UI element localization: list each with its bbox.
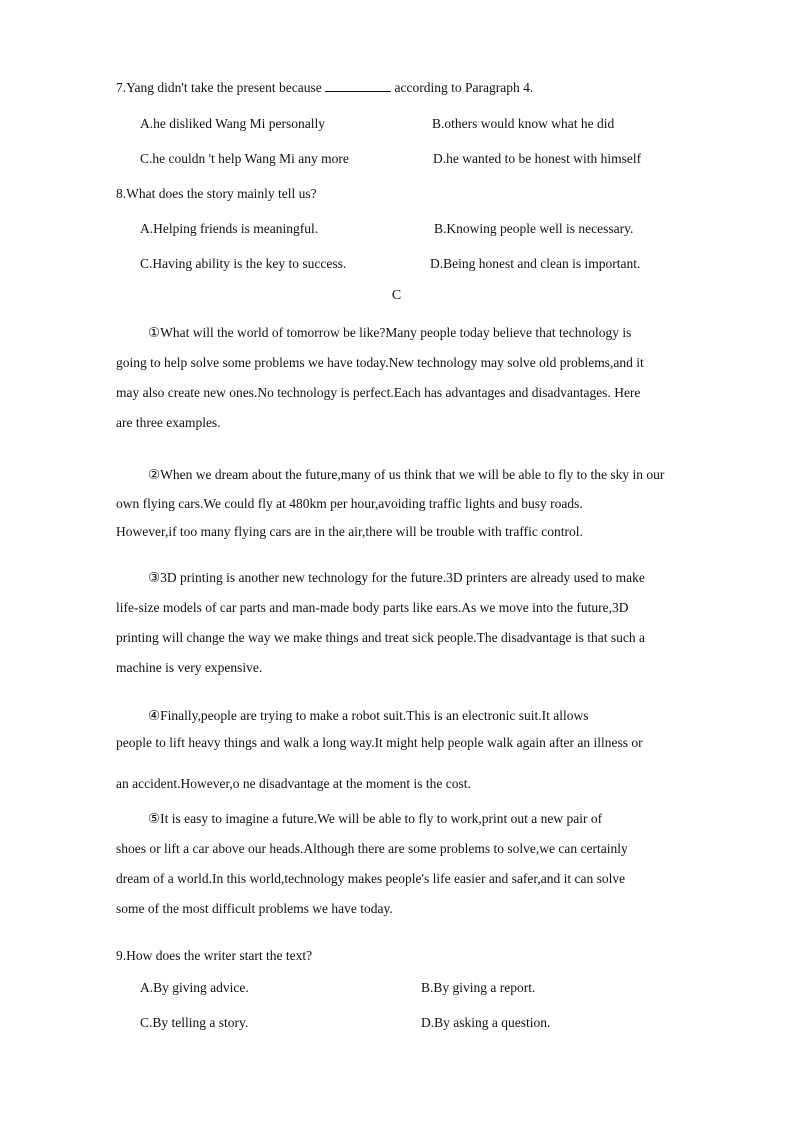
- question-7-option-a: A.he disliked Wang Mi personally: [140, 116, 326, 131]
- paragraph-2: [116, 460, 748, 546]
- paragraph-line: life-size models of car parts and man-made body parts like ears.As we move into the future,3D: [116, 600, 629, 615]
- question-8-option-d: D.Being honest and clean is important.: [430, 256, 641, 271]
- paragraph-line: ②When we dream about the future,many of us think that we will be able to fly to the sky in our: [148, 467, 665, 482]
- question-8-option-c: C.Having ability is the key to success.: [140, 256, 347, 271]
- paragraph-line: people to lift heavy things and walk a long way.It might help people walk again after an illness or: [116, 735, 643, 750]
- paragraph-line: printing will change the way we make things and treat sick people.The disadvantage is that such a: [116, 630, 645, 645]
- question-8-option-a: A.Helping friends is meaningful.: [140, 221, 319, 236]
- question-9-option-d: D.By asking a question.: [421, 1015, 551, 1030]
- paragraph-line: are three examples.: [116, 415, 221, 430]
- question-9-option-a: A.By giving advice.: [140, 980, 249, 995]
- paragraph-line: ④Finally,people are trying to make a robot suit.This is an electronic suit.It allows: [148, 708, 589, 723]
- question-7-stem-after: according to Paragraph 4.: [391, 80, 534, 95]
- paragraph-4: [116, 702, 748, 799]
- paragraph-line: going to help solve some problems we have today.New technology may solve old problems,and it: [116, 355, 644, 370]
- paragraph-line: may also create new ones.No technology is perfect.Each has advantages and disadvantages. Here: [116, 385, 641, 400]
- paragraph-3: [116, 563, 748, 683]
- paragraph-line: ⑤It is easy to imagine a future.We will be able to fly to work,print out a new pair of: [148, 811, 603, 826]
- paragraph-1: [116, 318, 748, 438]
- paragraph-line: ③3D printing is another new technology for the future.3D printers are already used to make: [148, 570, 645, 585]
- section-label: C: [391, 288, 402, 303]
- paragraph-line: shoes or lift a car above our heads.Although there are some problems to solve,we can certainly: [116, 841, 628, 856]
- paragraph-line: own flying cars.We could fly at 480km per hour,avoiding traffic lights and busy roads.: [116, 496, 583, 511]
- question-9-option-b: B.By giving a report.: [421, 980, 536, 995]
- paragraph-5: [116, 804, 748, 924]
- question-7-option-b: B.others would know what he did: [432, 116, 615, 131]
- paragraph-line: an accident.However,o ne disadvantage at the moment is the cost.: [116, 776, 471, 791]
- question-7-option-c: C.he couldn 't help Wang Mi any more: [140, 151, 349, 166]
- question-7-stem-before: 7.Yang didn't take the present because: [116, 80, 326, 95]
- question-8-stem: 8.What does the story mainly tell us?: [116, 186, 317, 201]
- question-7-option-d: D.he wanted to be honest with himself: [433, 151, 642, 166]
- question-8-option-b: B.Knowing people well is necessary.: [434, 221, 634, 236]
- paragraph-line: machine is very expensive.: [116, 660, 263, 675]
- paragraph-line: some of the most difficult problems we have today.: [116, 901, 393, 916]
- question-9-option-c: C.By telling a story.: [140, 1015, 249, 1030]
- paragraph-line: ①What will the world of tomorrow be like?Many people today believe that technology is: [148, 325, 632, 340]
- question-9-stem: 9.How does the writer start the text?: [116, 948, 313, 963]
- paragraph-line: However,if too many flying cars are in the air,there will be trouble with traffic control.: [116, 524, 583, 539]
- paragraph-line: dream of a world.In this world,technology makes people's life easier and safer,and it can solve: [116, 871, 626, 886]
- question-7-stem: [116, 79, 533, 97]
- answer-blank: [325, 79, 391, 92]
